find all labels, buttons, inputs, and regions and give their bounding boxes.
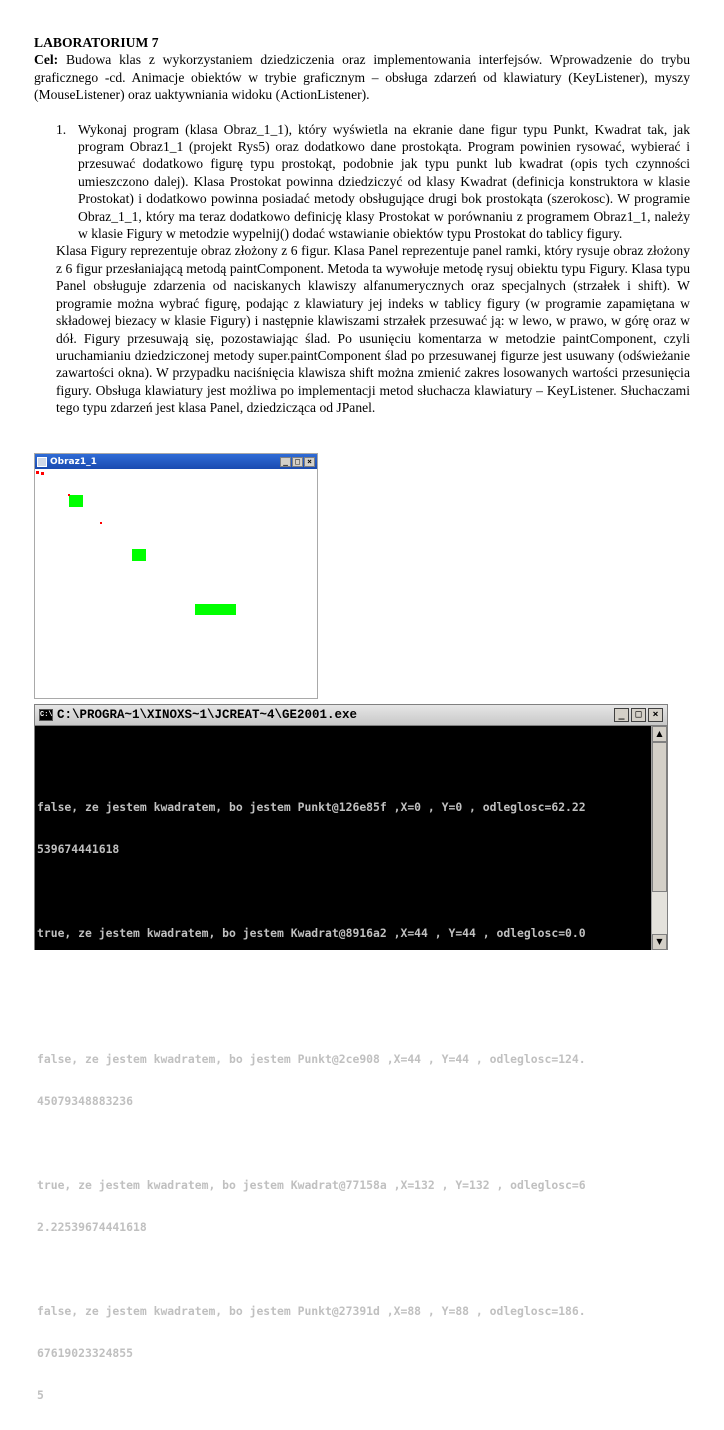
goal-paragraph [34, 51, 690, 103]
console-titlebar[interactable] [35, 705, 667, 726]
drawing-panel[interactable] [35, 469, 317, 699]
console-output[interactable] [35, 726, 651, 1402]
console-line: 539674441618 [37, 842, 120, 856]
square-figure [132, 549, 146, 561]
java-app-icon [37, 457, 47, 467]
square-figure [69, 495, 83, 507]
console-line: false, ze jestem kwadratem, bo jestem Punkt@27391d ,X=88 , Y=88 , odleglosc=186. [37, 1304, 586, 1318]
close-button[interactable]: × [304, 457, 315, 467]
console-maximize-button[interactable]: □ [631, 708, 646, 722]
console-line: false, ze jestem kwadratem, bo jestem Punkt@2ce908 ,X=44 , Y=44 , odleglosc=124. [37, 1052, 586, 1066]
console-window [34, 704, 668, 1402]
console-line: true, ze jestem kwadratem, bo jestem Kwadrat@8916a2 ,X=44 , Y=44 , odleglosc=0.0 [37, 926, 586, 940]
console-line: 5 [37, 1388, 44, 1402]
obraz-window-title: Obraz1_1 [50, 456, 97, 467]
console-close-button[interactable]: × [648, 708, 663, 722]
document [34, 34, 690, 417]
description-paragraph: Klasa Figury reprezentuje obraz złożony z 6 figur. Klasa Panel reprezentuje panel ramki, który rysuje obraz złożony z 6 figur przesłaniającą metodą paintComponent. Metoda ta wywołuje metodę rysuj obiektu typu Figury. Klasa typu Panel obsługuje zdarzenia od naciskanych klawiszy alfanumerycznych oraz specjalnych (strzałek i shift). W programie można wybrać figurę, podając z klawiatury jej indeks w tablicy figury (w programie zapamiętana w składowej biezacy w klasie Figury) i następnie klawiszami strzałek przesuwać ją: w lewo, w prawo, w górę oraz w dół. Figury przesuwają się, pozostawiając ślad. Po usunięciu komentarza w metodzie paintComponent, czyli uruchamianiu dziedziczonej metody super.paintComponent ślad po przesuwanej figurze jest usuwany (odświeżanie zawartości okna). W przypadku naciśnięcia klawisza shift można zmienić zakres losowanych wartości przesunięcia figury. Obsługa klawiatury jest możliwa po implementacji metod słuchacza klawiatury – KeyListener. Słuchaczami tego typu zdarzeń jest klasa Panel, dziedzicząca od JPanel. [56, 243, 690, 416]
scroll-down-arrow-icon[interactable]: ▼ [652, 934, 667, 950]
minimize-button[interactable]: _ [280, 457, 291, 467]
console-line: false, ze jestem kwadratem, bo jestem Punkt@126e85f ,X=0 , Y=0 , odleglosc=62.22 [37, 800, 586, 814]
scroll-up-arrow-icon[interactable]: ▲ [652, 726, 667, 742]
maximize-button[interactable]: □ [292, 457, 303, 467]
point-figure [36, 471, 39, 474]
console-line: 45079348883236 [37, 1094, 134, 1108]
obraz-window [34, 453, 318, 699]
point-figure [41, 472, 44, 475]
goal-text: Budowa klas z wykorzystaniem dziedziczenia oraz implementowania interfejsów. Wprowadzenie do trybu graficznego -cd. Animacje obiektów w trybie graficznym – obsługa zdarzeń od klawiatury (KeyListener), myszy (MouseListener) oraz uaktywniania widoku (ActionListener). [34, 52, 690, 103]
console-line: 2.22539674441618 [37, 1220, 147, 1234]
scrollbar-thumb[interactable] [652, 742, 667, 892]
console-scrollbar[interactable] [651, 726, 667, 950]
rectangle-figure [195, 604, 236, 615]
point-figure [100, 522, 102, 524]
lab-title: LABORATORIUM 7 [34, 35, 159, 50]
task-number: 1. [56, 121, 67, 137]
point-figure [68, 494, 70, 496]
console-line: 67619023324855 [37, 1346, 134, 1360]
goal-label: Cel: [34, 52, 59, 68]
console-minimize-button[interactable]: _ [614, 708, 629, 722]
console-window-title: C:\PROGRA~1\XINOXS~1\JCREAT~4\GE2001.exe [57, 708, 358, 722]
obraz-titlebar[interactable] [35, 454, 317, 469]
console-app-icon: C:\ [40, 711, 53, 719]
task-text: Wykonaj program (klasa Obraz_1_1), który wyświetla na ekranie dane figur typu Punkt, Kwadrat tak, jak program Obraz1_1 (projekt Rys5) oraz dodatkowo dane prostokąta. Program powinien rysować, wybierać i przesuwać dodatkowo figurę typu prostokąt, podobnie jak typu punkt lub kwadrat (opis tych czynności umieszczono dalej). Klasa Prostokat powinna dziedziczyć od klasy Kwadrat (definicja konstruktora w klasie Prostokat) i dodatkowo powinna posiadać metody obsługujące drugi bok prostokąta (szerokosc). W programie Obraz_1_1, który ma teraz dodatkowo definicję klasy Prostokat w porównaniu z programem Obraz1_1, należy w klasie Figury w metodzie wypelnij() dodać wstawianie obiektów typu Prostokat do tablicy figury. [78, 121, 690, 242]
task-item-1 [34, 121, 690, 243]
console-line: true, ze jestem kwadratem, bo jestem Kwadrat@77158a ,X=132 , Y=132 , odleglosc=6 [37, 1178, 586, 1192]
